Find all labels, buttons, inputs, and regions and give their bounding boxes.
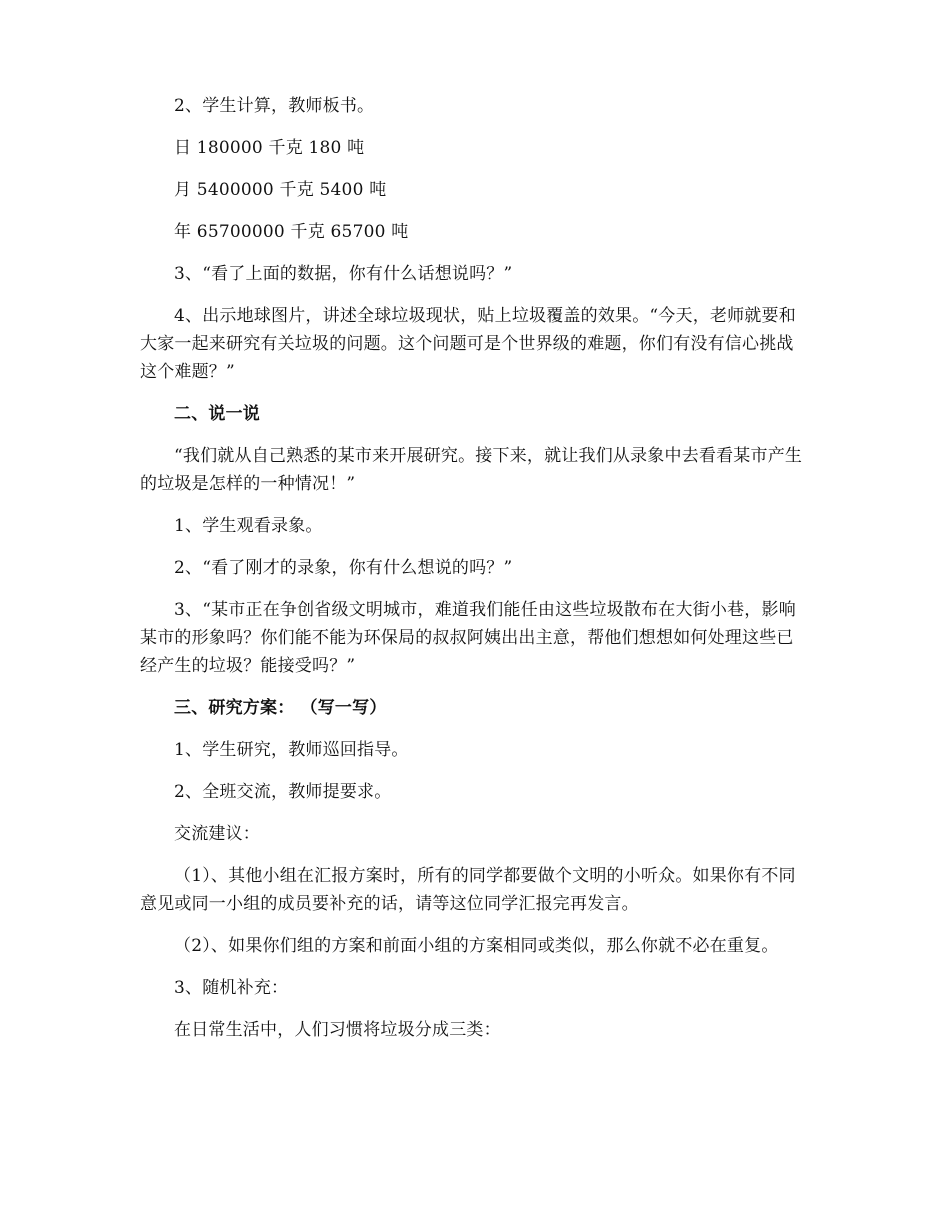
paragraph-class-exchange: 2、全班交流，教师提要求。	[174, 782, 392, 802]
paragraph-city-question: 3、“某市正在争创省级文明城市，难道我们能任由这些垃圾散布在大街小巷，影响某市的形象吗？你们能不能为环保局的叔叔阿姨出出主意，帮他们想想如何处理这些已经产生的垃圾？能接受吗？”	[140, 600, 796, 676]
paragraph-exchange-suggestions-label: 交流建议：	[174, 824, 260, 844]
paragraph-month-amount: 月 5400000 千克 5400 吨	[174, 180, 387, 200]
section-heading-research-plan: 三、研究方案： （写一写）	[174, 698, 387, 718]
document-body	[140, 92, 810, 1058]
section-heading-speak: 二、说一说	[174, 404, 260, 424]
paragraph-video-question: 2、“看了刚才的录象，你有什么想说的吗？”	[174, 558, 513, 578]
paragraph-random-supplement: 3、随机补充：	[174, 978, 289, 998]
paragraph-step-3-question: 3、“看了上面的数据，你有什么话想说吗？”	[174, 264, 513, 284]
paragraph-garbage-categories: 在日常生活中，人们习惯将垃圾分成三类：	[174, 1020, 501, 1040]
paragraph-suggestion-1: （1）、其他小组在汇报方案时，所有的同学都要做个文明的小听众。如果你有不同意见或同一小组的成员要补充的话，请等这位同学汇报完再发言。	[140, 866, 796, 914]
paragraph-day-amount: 日 180000 千克 180 吨	[174, 138, 365, 158]
paragraph-watch-video: 1、学生观看录象。	[174, 516, 323, 536]
paragraph-research-intro: “我们就从自己熟悉的某市来开展研究。接下来，就让我们从录象中去看看某市产生的垃圾是怎样的一种情况！”	[140, 446, 803, 494]
paragraph-suggestion-2: （2）、如果你们组的方案和前面小组的方案相同或类似，那么你就不必在重复。	[174, 936, 779, 956]
paragraph-step-4-earth: 4、出示地球图片，讲述全球垃圾现状，贴上垃圾覆盖的效果。“今天，老师就要和大家一起来研究有关垃圾的问题。这个问题可是个世界级的难题，你们有没有信心挑战这个难题？”	[140, 306, 796, 382]
paragraph-year-amount: 年 65700000 千克 65700 吨	[174, 222, 409, 242]
paragraph-step-2-calc: 2、学生计算，教师板书。	[174, 96, 375, 116]
paragraph-student-research: 1、学生研究，教师巡回指导。	[174, 740, 409, 760]
